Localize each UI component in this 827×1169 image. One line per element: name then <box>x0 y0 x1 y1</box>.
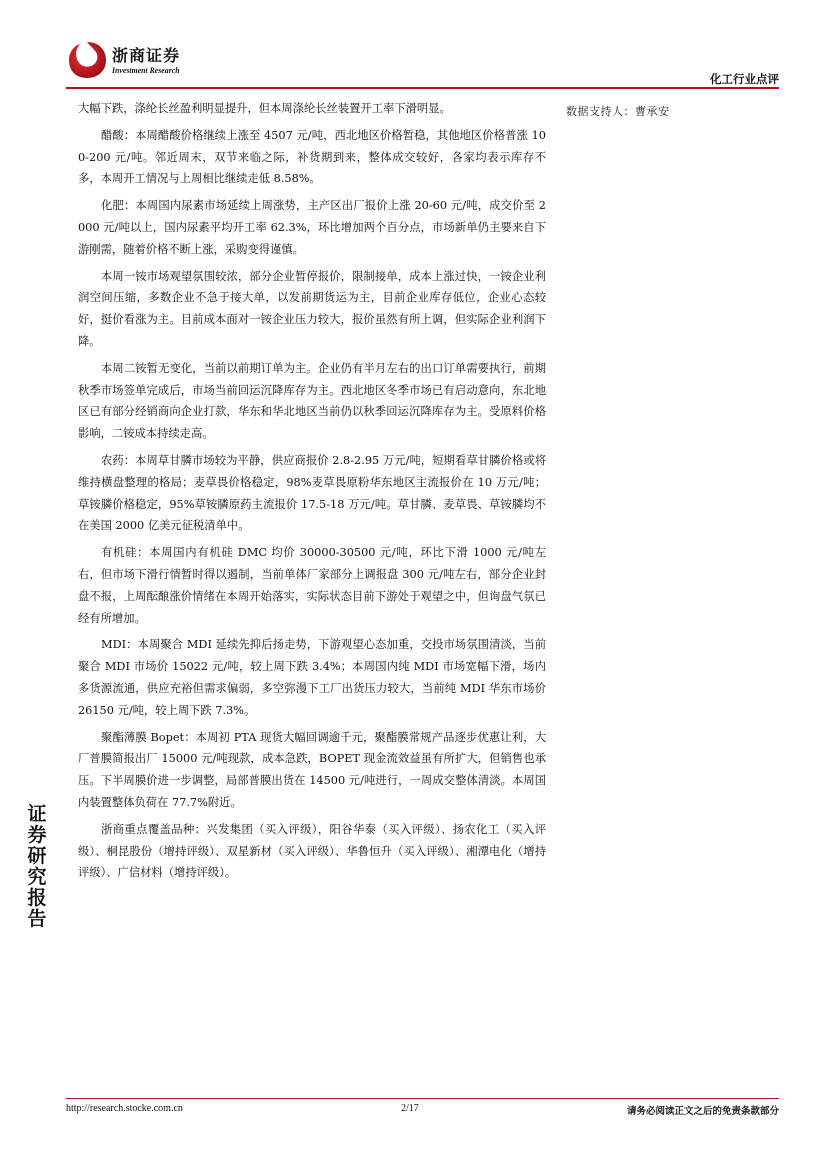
company-logo <box>66 40 186 80</box>
paragraph-pesticide: 农药：本周草甘膦市场较为平静，供应商报价 2.8-2.95 万元/吨，短期看草甘膦价格或将维持横盘整理的格局；麦草畏价格稳定，98%麦草畏原粉华东地区主流报价在 10 万元/吨；草铵膦价格稳定，95%草铵膦原药主流报价 17.5-18 万元/吨。草甘膦、麦草畏、草铵膦均不在美国 2000 亿美元征税清单中。 <box>78 453 546 533</box>
paragraph-acetic-acid: 醋酸：本周醋酸价格继续上涨至 4507 元/吨，西北地区价格暂稳，其他地区价格普涨 100-200 元/吨。邻近周末，双节来临之际，补货期到来，整体成交较好，各家均表示库存不多，本周开工情况与上周相比继续走低 8.58%。 <box>78 128 546 186</box>
footer-disclaimer: 请务必阅读正文之后的免责条款部分 <box>626 1106 779 1117</box>
header-divider <box>66 87 779 89</box>
footer-divider <box>66 1098 779 1099</box>
paragraph-bopet: 聚酯薄膜 Bopet：本周初 PTA 现货大幅回调逾千元，聚酯膜常规产品逐步优惠让利，大厂普膜简报出厂 15000 元/吨现款，成本急跌，BOPET 现金流效益虽有所扩大，但销售也承压。下半周膜价进一步调整，局部普膜出货在 14500 元/吨进行，一周成交整体清淡。本周国内装置整体负荷在 77.7%附近。 <box>78 730 546 809</box>
paragraph-silicone: 有机硅：本周国内有机硅 DMC 均价 30000-30500 元/吨，环比下滑 1000 元/吨左右，但市场下滑行情暂时得以遏制，当前单体厂家部分上调报盘 300 元/吨左右，部分企业封盘不报，上周酝酿涨价情绪在本周开始落实，实际状态目前下游处于观望之中，但询盘气氛已经有所增加。 <box>78 546 546 625</box>
paragraph-polyester-continued: 大幅下跌，涤纶长丝盈利明显提升，但本周涤纶长丝装置开工率下滑明显。 <box>78 102 451 115</box>
footer-website-link[interactable]: http://research.stocke.com.cn <box>66 1103 183 1114</box>
vertical-report-label: 证券研究报告 <box>27 803 47 930</box>
report-body <box>78 98 546 889</box>
report-type-label: 化工行业点评 <box>710 72 779 86</box>
page-number: 2/17 <box>401 1103 419 1114</box>
zheshang-logo-icon <box>66 40 108 80</box>
logo-english-name: Investment Research <box>112 65 180 75</box>
paragraph-mdi: MDI：本周聚合 MDI 延续先抑后扬走势，下游观望心态加重，交投市场氛围清淡，当前聚合 MDI 市场价 15022 元/吨，较上周下跌 3.4%；本周国内纯 MDI 市场宽幅下滑，场内多货源流通，供应充裕但需求偏弱，多空弥漫下工厂出货压力较大，当前纯 MDI 华东市场价 26150 元/吨，较上周下跌 7.3%。 <box>78 638 546 717</box>
logo-chinese-name: 浙商证券 <box>112 46 181 65</box>
paragraph-dap: 本周二铵暂无变化，当前以前期订单为主。企业仍有半月左右的出口订单需要执行，前期秋季市场签单完成后，市场当前回运沉降库存为主。西北地区冬季市场已有启动意向，东北地区已有部分经销商向企业打款，华东和华北地区当前仍以秋季回运沉降库存为主。受原料价格影响，二铵成本持续走高。 <box>78 361 546 441</box>
data-support-person: 数据支持人：曹承安 <box>566 105 670 118</box>
paragraph-map: 本周一铵市场观望氛围较浓，部分企业暂停报价，限制接单，成本上涨过快，一铵企业利润空间压缩，多数企业不急于接大单，以发前期货运为主，目前企业库存低位，企业心态较好，挺价看涨为主。目前成本面对一铵企业压力较大，报价虽然有所上调，但实际企业利润下降。 <box>78 269 546 348</box>
paragraph-fertilizer-urea: 化肥：本周国内尿素市场延续上周涨势，主产区出厂报价上涨 20-60 元/吨，成交价至 2000 元/吨以上，国内尿素平均开工率 62.3%，环比增加两个百分点，市场新单仍主要来自下游刚需，随着价格不断上涨，采购变得谨慎。 <box>78 199 546 256</box>
paragraph-coverage: 浙商重点覆盖品种：兴发集团（买入评级），阳谷华泰（买入评级）、扬农化工（买入评级）、桐昆股份（增持评级）、双星新材（买入评级）、华鲁恒升（买入评级）、湘潭电化（增持评级）、广信材料（增持评级）。 <box>78 822 546 880</box>
